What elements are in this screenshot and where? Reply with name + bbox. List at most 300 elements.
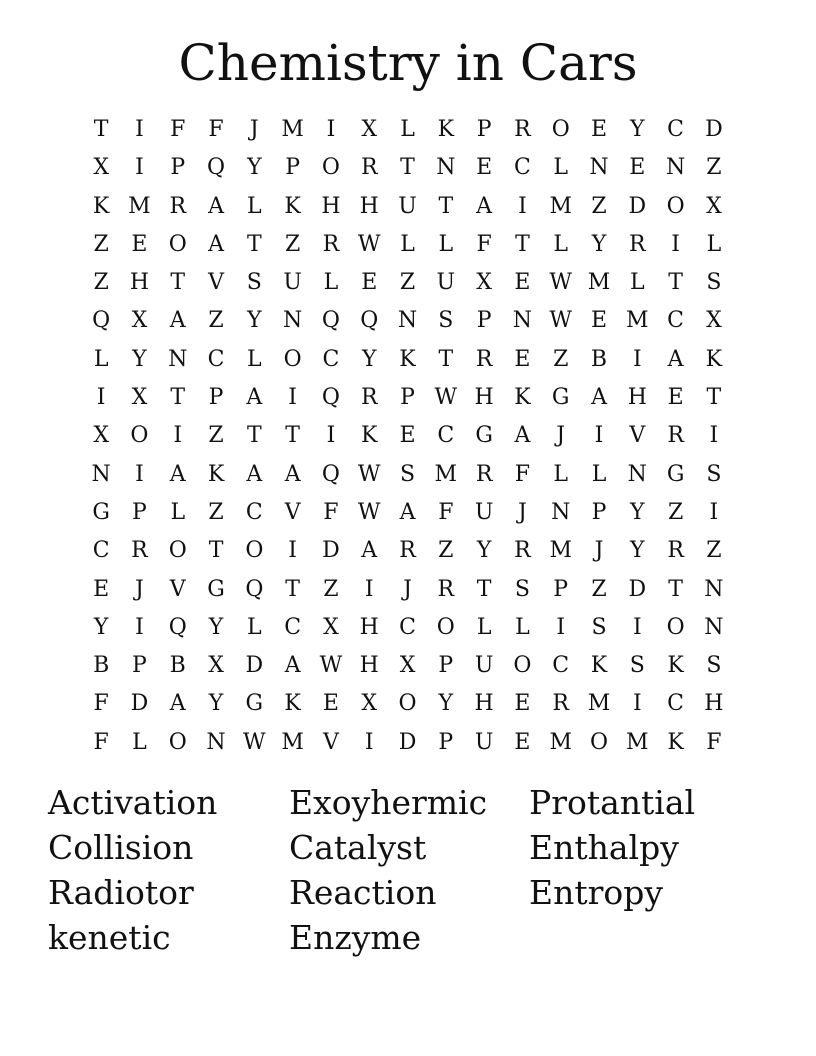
grid-letter[interactable]: P xyxy=(476,117,492,142)
grid-letter[interactable]: A xyxy=(208,193,224,219)
grid-letter[interactable]: R xyxy=(514,538,531,564)
grid-letter[interactable]: X xyxy=(476,270,492,296)
grid-letter[interactable]: S xyxy=(706,653,722,679)
grid-letter[interactable]: R xyxy=(399,538,416,564)
grid-letter[interactable]: A xyxy=(169,691,186,717)
grid-letter[interactable]: H xyxy=(321,193,341,219)
grid-letter[interactable]: M xyxy=(549,193,572,219)
grid-letter[interactable]: E xyxy=(361,270,378,296)
grid-letter[interactable]: C xyxy=(92,538,110,564)
grid-letter[interactable]: A xyxy=(169,461,186,487)
grid-letter[interactable]: L xyxy=(553,461,569,487)
grid-letter[interactable]: U xyxy=(283,270,302,296)
grid-letter[interactable]: T xyxy=(476,576,492,602)
grid-letter[interactable]: K xyxy=(92,193,110,219)
grid-letter[interactable]: E xyxy=(93,576,110,602)
grid-letter[interactable]: I xyxy=(135,117,144,142)
grid-letter[interactable]: F xyxy=(438,499,454,525)
grid-letter[interactable]: O xyxy=(398,691,417,717)
grid-row xyxy=(82,417,734,455)
grid-letter[interactable]: I xyxy=(632,691,642,717)
grid-letter[interactable]: Z xyxy=(323,576,339,602)
grid-letter[interactable]: A xyxy=(514,423,531,449)
grid-letter[interactable]: J xyxy=(518,499,527,525)
grid-letter[interactable]: Y xyxy=(361,346,377,372)
grid-letter[interactable]: W xyxy=(357,499,381,525)
grid-letter[interactable]: D xyxy=(245,653,264,679)
grid-letter[interactable]: L xyxy=(400,117,415,142)
grid-letter[interactable]: R xyxy=(169,193,187,219)
grid-letter[interactable]: F xyxy=(170,117,186,142)
grid-letter[interactable]: R xyxy=(475,346,493,372)
grid-letter[interactable]: X xyxy=(131,308,148,334)
grid-letter[interactable]: U xyxy=(474,499,494,525)
grid-letter[interactable]: Z xyxy=(667,499,684,525)
grid-letter[interactable]: I xyxy=(556,614,566,640)
grid-letter[interactable]: E xyxy=(590,308,608,334)
grid-letter[interactable]: O xyxy=(130,423,149,449)
grid-letter[interactable]: Y xyxy=(93,614,109,640)
grid-letter[interactable]: A xyxy=(399,499,416,525)
grid-row xyxy=(82,264,734,302)
grid-letter[interactable]: I xyxy=(364,729,374,755)
grid-letter[interactable]: E xyxy=(322,691,339,717)
grid-letter[interactable]: L xyxy=(170,499,186,525)
grid-letter[interactable]: D xyxy=(705,117,723,142)
grid-letter[interactable]: Y xyxy=(208,691,224,717)
grid-letter[interactable]: T xyxy=(285,576,300,602)
grid-letter[interactable]: W xyxy=(243,729,266,755)
grid-letter[interactable]: I xyxy=(632,346,642,372)
grid-letter[interactable]: D xyxy=(628,576,647,602)
grid-letter[interactable]: X xyxy=(399,653,416,679)
grid-letter[interactable]: L xyxy=(400,231,415,257)
grid-letter[interactable]: A xyxy=(476,193,493,219)
grid-letter[interactable]: A xyxy=(667,346,684,372)
grid-letter[interactable]: A xyxy=(208,231,224,257)
grid-letter[interactable]: K xyxy=(667,653,684,679)
grid-letter[interactable]: I xyxy=(709,499,719,525)
grid-letter[interactable]: C xyxy=(667,117,685,142)
grid-letter[interactable]: G xyxy=(245,691,264,717)
grid-letter[interactable]: O xyxy=(168,538,187,564)
search-word: Exoyhermic xyxy=(289,783,488,822)
grid-letter[interactable]: I xyxy=(518,193,527,219)
grid-letter[interactable]: L xyxy=(247,346,262,372)
grid-letter[interactable]: M xyxy=(549,538,572,564)
grid-letter[interactable]: V xyxy=(169,576,186,602)
grid-letter[interactable]: N xyxy=(704,576,724,602)
grid-letter[interactable]: S xyxy=(399,461,416,487)
grid-letter[interactable]: D xyxy=(130,691,149,717)
grid-letter[interactable]: S xyxy=(438,308,454,334)
grid-letter[interactable]: M xyxy=(626,308,649,334)
grid-letter[interactable]: P xyxy=(208,385,224,411)
grid-letter[interactable]: N xyxy=(283,308,303,334)
search-word: Enzyme xyxy=(289,918,422,957)
grid-letter[interactable]: U xyxy=(398,193,417,219)
grid-letter[interactable]: H xyxy=(359,653,379,679)
grid-letter[interactable]: N xyxy=(168,346,188,372)
grid-letter[interactable]: I xyxy=(173,423,183,449)
grid-letter[interactable]: I xyxy=(135,614,144,640)
grid-letter[interactable]: O xyxy=(513,653,532,679)
grid-letter[interactable]: H xyxy=(474,691,494,717)
grid-letter[interactable]: L xyxy=(247,614,262,640)
grid-letter[interactable]: P xyxy=(553,576,569,602)
grid-letter[interactable]: E xyxy=(514,691,531,717)
grid-letter[interactable]: C xyxy=(513,155,531,181)
grid-letter[interactable]: Y xyxy=(591,231,607,257)
grid-letter[interactable]: O xyxy=(168,729,187,755)
grid-letter[interactable]: A xyxy=(284,653,301,679)
grid-letter[interactable]: Y xyxy=(630,499,645,525)
grid-letter[interactable]: J xyxy=(249,117,259,142)
grid-letter[interactable]: Q xyxy=(245,576,264,602)
grid-row xyxy=(82,379,734,417)
grid-letter[interactable]: E xyxy=(476,155,493,181)
grid-letter[interactable]: U xyxy=(474,729,494,755)
grid-letter[interactable]: P xyxy=(400,385,415,411)
grid-letter[interactable]: T xyxy=(515,231,530,257)
grid-letter[interactable]: P xyxy=(591,499,607,525)
grid-letter[interactable]: S xyxy=(246,270,262,296)
grid-letter[interactable]: E xyxy=(629,155,646,181)
grid-letter[interactable]: N xyxy=(627,461,647,487)
grid-letter[interactable]: S xyxy=(629,653,645,679)
grid-letter[interactable]: Z xyxy=(208,308,224,334)
grid-letter[interactable]: R xyxy=(437,576,455,602)
grid-letter[interactable]: I xyxy=(326,423,336,449)
grid-letter[interactable]: E xyxy=(667,385,684,411)
grid-letter[interactable]: X xyxy=(131,385,148,411)
grid-letter[interactable]: F xyxy=(323,499,339,525)
grid-letter[interactable]: O xyxy=(436,614,455,640)
grid-letter[interactable]: Z xyxy=(399,270,416,296)
grid-letter[interactable]: A xyxy=(169,308,186,334)
grid-letter[interactable]: Z xyxy=(208,499,224,525)
grid-letter[interactable]: T xyxy=(285,423,300,449)
grid-letter[interactable]: I xyxy=(364,576,374,602)
grid-letter[interactable]: O xyxy=(666,614,685,640)
grid-letter[interactable]: A xyxy=(246,385,263,411)
grid-letter[interactable]: L xyxy=(515,614,530,640)
search-word: Radiotor xyxy=(48,873,194,912)
grid-letter[interactable]: N xyxy=(665,155,686,181)
grid-row xyxy=(82,341,734,379)
grid-letter[interactable]: W xyxy=(434,385,458,411)
grid-letter[interactable]: J xyxy=(135,576,144,602)
grid-letter[interactable]: O xyxy=(245,538,264,564)
grid-letter[interactable]: W xyxy=(319,653,343,679)
grid-letter[interactable]: K xyxy=(399,346,416,372)
grid-letter[interactable]: Z xyxy=(591,193,607,219)
grid-letter[interactable]: N xyxy=(551,499,571,525)
grid-letter[interactable]: P xyxy=(476,308,492,334)
grid-letter[interactable]: C xyxy=(207,346,225,372)
grid-letter[interactable]: Q xyxy=(321,308,340,334)
grid-letter[interactable]: C xyxy=(437,423,455,449)
grid-letter[interactable]: G xyxy=(207,576,225,602)
grid-letter[interactable]: A xyxy=(246,461,263,487)
grid-letter[interactable]: T xyxy=(668,270,683,296)
grid-letter[interactable]: A xyxy=(591,385,607,411)
grid-letter[interactable]: I xyxy=(326,117,336,142)
grid-letter[interactable]: C xyxy=(245,499,263,525)
grid-letter[interactable]: I xyxy=(288,538,297,564)
grid-letter[interactable]: L xyxy=(553,231,569,257)
grid-letter[interactable]: Z xyxy=(284,231,301,257)
grid-letter[interactable]: I xyxy=(671,231,680,257)
grid-letter[interactable]: U xyxy=(474,653,494,679)
grid-letter[interactable]: Q xyxy=(207,155,226,181)
grid-letter[interactable]: P xyxy=(438,653,454,679)
grid-letter[interactable]: I xyxy=(288,385,297,411)
grid-letter[interactable]: H xyxy=(359,614,379,640)
grid-letter[interactable]: O xyxy=(168,231,187,257)
grid-letter[interactable]: N xyxy=(436,155,456,181)
grid-letter[interactable]: C xyxy=(399,614,416,640)
grid-letter[interactable]: I xyxy=(594,423,604,449)
grid-row xyxy=(82,609,734,647)
grid-letter[interactable]: R xyxy=(667,423,684,449)
grid-letter[interactable]: P xyxy=(132,499,147,525)
grid-letter[interactable]: Y xyxy=(630,117,645,142)
grid-letter[interactable]: T xyxy=(246,231,262,257)
grid-letter[interactable]: T xyxy=(170,385,186,411)
grid-letter[interactable]: H xyxy=(129,270,150,296)
grid-letter[interactable]: M xyxy=(281,117,304,142)
grid-letter[interactable]: X xyxy=(93,155,109,181)
grid-letter[interactable]: Z xyxy=(208,423,224,449)
grid-letter[interactable]: P xyxy=(132,653,147,679)
grid-letter[interactable]: C xyxy=(322,346,340,372)
grid-letter[interactable]: C xyxy=(284,614,302,640)
grid-letter[interactable]: H xyxy=(704,691,724,717)
grid-letter[interactable]: N xyxy=(91,461,111,487)
grid-letter[interactable]: Z xyxy=(93,231,109,257)
grid-letter[interactable]: M xyxy=(281,729,304,755)
grid-letter[interactable]: Z xyxy=(591,576,607,602)
grid-letter[interactable]: N xyxy=(704,614,724,640)
grid-letter[interactable]: L xyxy=(247,193,262,219)
grid-letter[interactable]: T xyxy=(438,346,454,372)
grid-letter[interactable]: Y xyxy=(630,538,645,564)
grid-letter[interactable]: X xyxy=(706,308,722,334)
grid-letter[interactable]: G xyxy=(551,385,570,411)
grid-letter[interactable]: T xyxy=(706,385,722,411)
grid-letter[interactable]: I xyxy=(135,155,144,181)
grid-letter[interactable]: Z xyxy=(438,538,454,564)
grid-letter[interactable]: O xyxy=(589,729,609,755)
grid-letter[interactable]: T xyxy=(93,117,109,142)
grid-letter[interactable]: C xyxy=(552,653,570,679)
grid-letter[interactable]: V xyxy=(322,729,339,755)
grid-letter[interactable]: M xyxy=(587,270,611,296)
grid-letter[interactable]: P xyxy=(170,155,186,181)
grid-letter[interactable]: K xyxy=(705,346,723,372)
grid-letter[interactable]: W xyxy=(549,308,573,334)
grid-letter[interactable]: C xyxy=(667,691,685,717)
grid-letter[interactable]: R xyxy=(360,385,378,411)
grid-letter[interactable]: K xyxy=(361,423,378,449)
grid-letter[interactable]: C xyxy=(667,308,685,334)
grid-letter[interactable]: L xyxy=(323,270,339,296)
grid-letter[interactable]: R xyxy=(629,231,646,257)
grid-letter[interactable]: S xyxy=(706,461,722,487)
grid-letter[interactable]: T xyxy=(668,576,683,602)
search-word: Protantial xyxy=(529,783,696,822)
grid-letter[interactable]: P xyxy=(438,729,454,755)
grid-letter[interactable]: K xyxy=(667,729,684,755)
grid-letter[interactable]: T xyxy=(246,423,262,449)
grid-letter[interactable]: D xyxy=(398,729,417,755)
grid-letter[interactable]: X xyxy=(706,193,722,219)
grid-letter[interactable]: L xyxy=(476,614,492,640)
grid-letter[interactable]: R xyxy=(131,538,148,564)
grid-letter[interactable]: B xyxy=(590,346,608,372)
grid-letter[interactable]: V xyxy=(208,270,224,296)
grid-letter[interactable]: L xyxy=(706,231,722,257)
grid-letter[interactable]: P xyxy=(285,155,301,181)
grid-letter[interactable]: D xyxy=(322,538,340,564)
grid-letter[interactable]: Z xyxy=(706,155,722,181)
grid-letter[interactable]: F xyxy=(514,461,531,487)
grid-letter[interactable]: R xyxy=(667,538,684,564)
grid-letter[interactable]: S xyxy=(514,576,530,602)
grid-letter[interactable]: N xyxy=(397,308,418,334)
grid-row xyxy=(82,111,734,149)
grid-letter[interactable]: E xyxy=(590,117,608,142)
grid-letter[interactable]: K xyxy=(207,461,225,487)
grid-letter[interactable]: Q xyxy=(92,308,111,334)
grid-letter[interactable]: K xyxy=(514,385,531,411)
grid-letter[interactable]: S xyxy=(706,270,722,296)
grid-letter[interactable]: E xyxy=(514,346,531,372)
grid-letter[interactable]: M xyxy=(626,729,649,755)
grid-letter[interactable]: T xyxy=(208,538,224,564)
grid-letter[interactable]: M xyxy=(128,193,151,219)
grid-letter[interactable]: E xyxy=(131,231,148,257)
grid-letter[interactable]: O xyxy=(283,346,302,372)
grid-row xyxy=(82,226,734,264)
grid-letter[interactable]: M xyxy=(587,691,611,717)
grid-letter[interactable]: I xyxy=(709,423,719,449)
grid-letter[interactable]: R xyxy=(475,461,493,487)
grid-letter[interactable]: J xyxy=(403,576,412,602)
grid-letter[interactable]: L xyxy=(553,155,569,181)
grid-letter[interactable]: Y xyxy=(132,346,147,372)
grid-letter[interactable]: Y xyxy=(247,155,262,181)
grid-letter[interactable]: L xyxy=(93,346,109,372)
grid-letter[interactable]: R xyxy=(360,155,378,181)
grid-letter[interactable]: N xyxy=(206,729,226,755)
grid-letter[interactable]: I xyxy=(96,385,106,411)
grid-letter[interactable]: X xyxy=(361,691,378,717)
grid-letter[interactable]: I xyxy=(135,461,144,487)
grid-letter[interactable]: F xyxy=(208,117,224,142)
grid-letter[interactable]: J xyxy=(594,538,604,564)
grid-letter[interactable]: Q xyxy=(168,614,187,640)
grid-letter[interactable]: D xyxy=(628,193,647,219)
grid-letter[interactable]: X xyxy=(323,614,339,640)
grid-letter[interactable]: U xyxy=(436,270,456,296)
grid-letter[interactable]: W xyxy=(357,231,381,257)
grid-letter[interactable]: R xyxy=(552,691,569,717)
grid-letter[interactable]: Z xyxy=(93,270,109,296)
grid-letter[interactable]: Q xyxy=(321,461,340,487)
grid-letter[interactable]: L xyxy=(438,231,454,257)
grid-letter[interactable]: E xyxy=(514,729,531,755)
grid-letter[interactable]: Q xyxy=(321,385,340,411)
grid-letter[interactable]: K xyxy=(284,193,301,219)
grid-letter[interactable]: F xyxy=(706,729,722,755)
grid-letter[interactable]: K xyxy=(590,653,608,679)
grid-letter[interactable]: J xyxy=(556,423,566,449)
grid-letter[interactable]: N xyxy=(512,308,533,334)
grid-letter[interactable]: Y xyxy=(476,538,492,564)
grid-letter[interactable]: K xyxy=(437,117,455,142)
grid-letter[interactable]: R xyxy=(322,231,340,257)
grid-letter[interactable]: V xyxy=(284,499,301,525)
grid-letter[interactable]: K xyxy=(284,691,301,717)
grid-letter[interactable]: X xyxy=(208,653,224,679)
grid-letter[interactable]: O xyxy=(666,193,685,219)
grid-letter[interactable]: Z xyxy=(553,346,569,372)
grid-letter[interactable]: H xyxy=(627,385,647,411)
grid-letter[interactable]: W xyxy=(357,461,381,487)
grid-letter[interactable]: T xyxy=(438,193,454,219)
grid-letter[interactable]: O xyxy=(321,155,340,181)
grid-letter[interactable]: H xyxy=(474,385,494,411)
grid-letter[interactable]: Q xyxy=(360,308,379,334)
grid-letter[interactable]: G xyxy=(92,499,110,525)
grid-letter[interactable]: I xyxy=(632,614,642,640)
grid-letter[interactable]: A xyxy=(284,461,301,487)
grid-letter[interactable]: F xyxy=(476,231,492,257)
grid-letter[interactable]: M xyxy=(434,461,458,487)
grid-letter[interactable]: G xyxy=(475,423,493,449)
grid-letter[interactable]: R xyxy=(514,117,531,142)
grid-letter[interactable]: E xyxy=(399,423,416,449)
grid-letter[interactable]: H xyxy=(359,193,379,219)
grid-letter[interactable]: L xyxy=(630,270,645,296)
grid-letter[interactable]: A xyxy=(361,538,378,564)
grid-letter[interactable]: Y xyxy=(438,691,454,717)
grid-letter[interactable]: O xyxy=(551,117,570,142)
grid-letter[interactable]: F xyxy=(93,729,109,755)
grid-letter[interactable]: S xyxy=(591,614,607,640)
grid-letter[interactable]: M xyxy=(549,729,572,755)
grid-letter[interactable]: V xyxy=(629,423,646,449)
grid-letter[interactable]: L xyxy=(591,461,607,487)
grid-letter[interactable]: L xyxy=(132,729,147,755)
grid-letter[interactable]: Y xyxy=(208,614,224,640)
grid-letter[interactable]: W xyxy=(549,270,573,296)
grid-letter[interactable]: B xyxy=(169,653,186,679)
grid-letter[interactable]: G xyxy=(666,461,685,487)
grid-letter[interactable]: B xyxy=(93,653,110,679)
grid-letter[interactable]: X xyxy=(361,117,378,142)
grid-letter[interactable]: E xyxy=(514,270,531,296)
grid-letter[interactable]: T xyxy=(400,155,415,181)
grid-letter[interactable]: Y xyxy=(247,308,262,334)
grid-letter[interactable]: N xyxy=(589,155,609,181)
grid-letter[interactable]: F xyxy=(93,691,109,717)
grid-letter[interactable]: Z xyxy=(706,538,722,564)
grid-letter[interactable]: X xyxy=(93,423,109,449)
grid-letter[interactable]: T xyxy=(170,270,186,296)
